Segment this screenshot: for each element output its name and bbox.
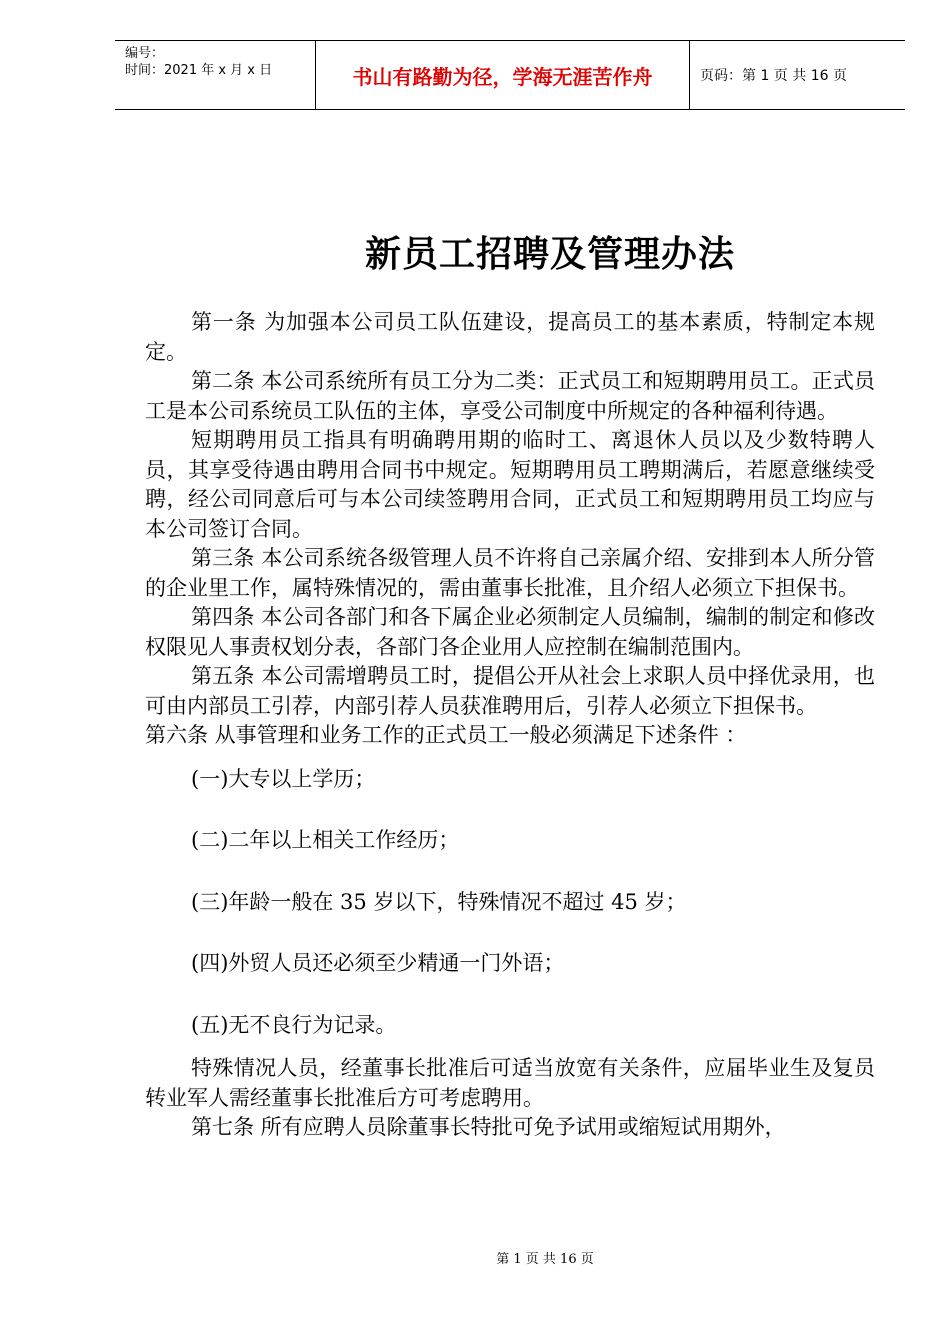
condition-item: (二)二年以上相关工作经历； [191,828,460,852]
paragraph-article-7: 第七条 所有应聘人员除董事长特批可免予试用或缩短试用期外， [191,1115,786,1139]
paragraph-article-4: 第四条 本公司各部门和各下属企业必须制定人员编制，编制的制定和修改权限见人事责权划分表，各部门各企业用人应控制在编制范围内。 [145,605,875,659]
paragraph-article-3: 第三条 本公司系统各级管理人员不许将自己亲属介绍、安排到本人所分管的企业里工作，属特殊情况的，需由董事长批准，且介绍人必须立下担保书。 [145,546,875,600]
paragraph-special: 特殊情况人员，经董事长批准后可适当放宽有关条件，应届毕业生及复员转业军人需经董事长批准后方可考虑聘用。 [145,1056,875,1110]
document-title: 新员工招聘及管理办法 [364,233,735,275]
header-page-info: 页码：第 1 页 共 16 页 [700,68,847,84]
condition-item: (三)年龄一般在 35 岁以下，特殊情况不超过 45 岁； [191,889,687,914]
header-motto: 书山有路勤为径，学海无涯苦作舟 [315,41,690,109]
paragraph-short-term: 短期聘用员工指具有明确聘用期的临时工、离退休人员以及少数特聘人员，其享受待遇由聘用合同书中规定。短期聘用员工聘期满后，若愿意继续受聘，经公司同意后可与本公司续签聘用合同，正式员工和短期聘用员工均应与本公司签订合同。 [145,428,875,541]
time-label: 时间：2021 年 x 月 x 日 [125,63,273,78]
header-info-cell [115,41,315,109]
paragraph-article-6: 第六条 从事管理和业务工作的正式员工一般必须满足下述条件 ： [145,723,747,747]
page-header [115,40,905,110]
paragraph-article-1: 第一条 为加强本公司员工队伍建设，提高员工的基本素质，特制定本规定。 [145,310,875,364]
condition-item: (一)大专以上学历； [191,766,376,791]
condition-item: (五)无不良行为记录。 [191,1012,397,1037]
paragraph-article-5: 第五条 本公司需增聘员工时，提倡公开从社会上求职人员中择优录用，也可由内部员工引荐，内部引荐人员获准聘用后，引荐人必须立下担保书。 [145,664,875,718]
paragraph-article-2: 第二条 本公司系统所有员工分为二类：正式员工和短期聘用员工。正式员工是本公司系统员工队伍的主体，享受公司制度中所规定的各种福利待遇。 [145,369,875,423]
page-footer: 第 1 页 共 16 页 [496,1252,594,1267]
number-label: 编号： [125,46,165,61]
condition-item: (四)外贸人员还必须至少精通一门外语； [191,951,565,975]
document-body [145,308,875,1143]
